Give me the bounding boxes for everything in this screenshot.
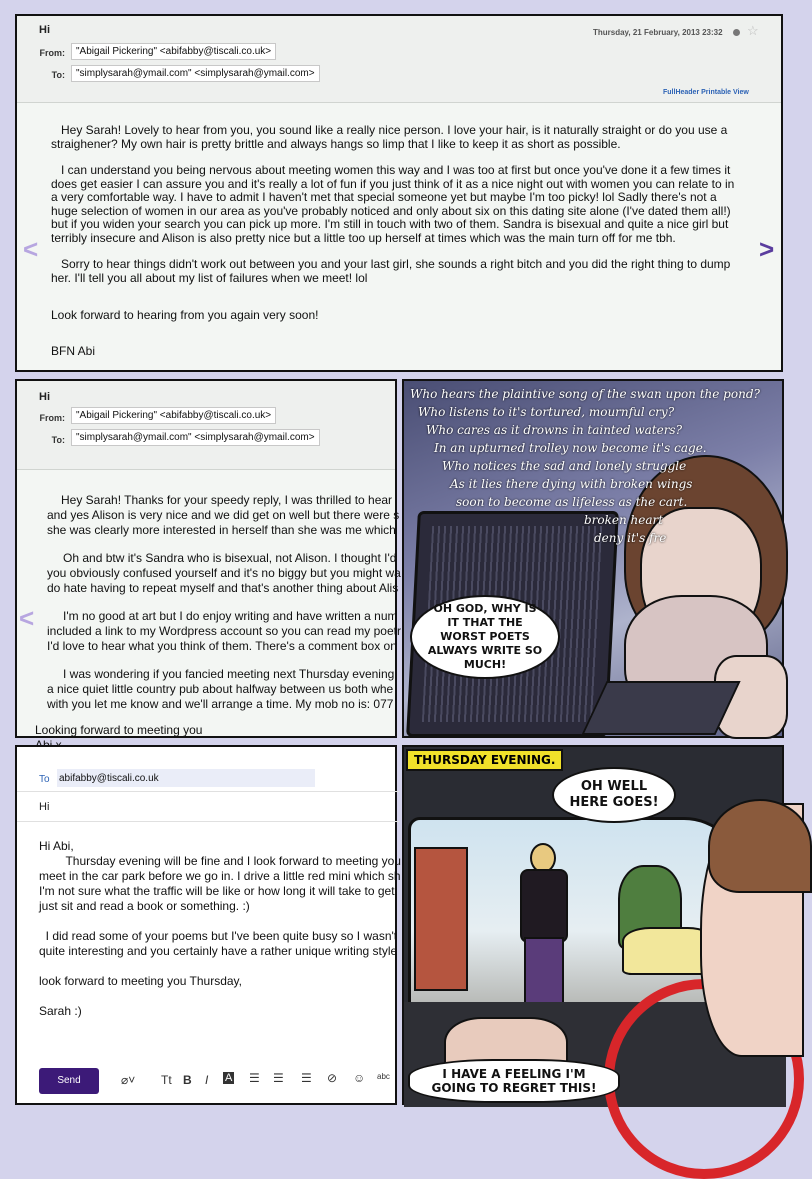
- text-color-icon[interactable]: A: [225, 1072, 233, 1084]
- compose-panel: [15, 745, 401, 1105]
- driver-head: [700, 803, 804, 1057]
- paragraph: I can understand you being nervous about meeting women this way and I was too at first but once you've done it a few times it does get easier I can assure you and it's really a lot of fun if you just think of it as a nice night out with women you can relate to in a very comfortable way. I have to admit I haven't met that special someone yet but maybe I'm too picky! lol Sadly there's not a huge selection of women in our area as you've probably noticed and only about six on this dating site alone (I've dated them all!) but if you widen your search you can pick up more. I'm still in touch with two of them. Sandra is bisexual and quite a nice girl but terribly insecure and Alison is also pretty nice but a little too up herself at times which was the main turn off for me tbh.: [51, 163, 735, 245]
- line: she was clearly more interested in herself than she was me which: [47, 523, 396, 537]
- woman-waving: [512, 843, 572, 1003]
- subject-field[interactable]: Hi: [39, 801, 50, 813]
- line: Hey Sarah! Thanks for your speedy reply, I was thrilled to hear: [61, 493, 393, 507]
- paragraph: Look forward to hearing from you again very soon!: [51, 308, 319, 322]
- speech-bubble: OH GOD, WHY IS IT THAT THE WORST POETS ALWAYS WRITE SO MUCH!: [410, 595, 560, 679]
- line: a nice quiet little country pub about halfway between us both whe: [47, 682, 394, 696]
- poem-line: Who listens to it's tortured, mournful cry?: [418, 405, 675, 419]
- to-label: To:: [51, 435, 65, 445]
- prev-arrow-icon[interactable]: <: [19, 603, 35, 633]
- attach-icon[interactable]: ⌀˅: [121, 1073, 136, 1087]
- line: look forward to meeting you Thursday,: [39, 974, 242, 988]
- poem-line: Who hears the plaintive song of the swan upon the pond?: [410, 387, 760, 401]
- bullet-list-icon[interactable]: ☰: [249, 1071, 260, 1085]
- email-header: [17, 381, 395, 470]
- italic-icon[interactable]: I: [205, 1073, 209, 1087]
- paragraph: Hey Sarah! Lovely to hear from you, you sound like a really nice person. I love your hair, is it naturally straight or do you use a straighener? My own hair is pretty brittle and always hangs so limp that I like to keep it as short as possible.: [51, 123, 728, 151]
- email-date: Thursday, 21 February, 2013 23:32: [593, 28, 723, 37]
- poem-line: Who cares as it drowns in tainted waters?: [426, 423, 683, 437]
- poem-line: Who notices the sad and lonely struggle: [442, 459, 687, 473]
- next-arrow-icon[interactable]: >: [759, 234, 775, 264]
- line: I'm not sure what the traffic will be like or how long it will take to get: [39, 884, 395, 898]
- email-panel-2: [15, 379, 401, 738]
- prev-arrow-icon[interactable]: <: [23, 234, 39, 264]
- email-header: [17, 16, 781, 103]
- line: Sarah :): [39, 1004, 82, 1018]
- pub-building: [414, 847, 468, 991]
- line: I was wondering if you fancied meeting next Thursday evening: [63, 667, 395, 681]
- divider: [17, 791, 399, 792]
- line: and yes Alison is very nice and we did get on well but there were s: [47, 508, 400, 522]
- email-body: [51, 124, 741, 371]
- to-value[interactable]: abifabby@tiscali.co.uk: [59, 773, 159, 784]
- signature: BFN Abi: [51, 343, 96, 358]
- line: quite interesting and you certainly have a rather unique writing style: [39, 944, 398, 958]
- email-subject: Hi: [39, 391, 50, 403]
- to-address[interactable]: "simplysarah@ymail.com" <simplysarah@ymail.com>: [71, 429, 320, 446]
- email-subject: Hi: [39, 24, 50, 36]
- poem-line: As it lies there dying with broken wings: [450, 477, 693, 491]
- poem-line: deny it's fre: [594, 531, 667, 545]
- from-address[interactable]: "Abigail Pickering" <abifabby@tiscali.co.uk>: [71, 407, 276, 424]
- spellcheck-icon[interactable]: abc: [377, 1072, 390, 1081]
- speech-bubble: I HAVE A FEELING I'M GOING TO REGRET THIS!: [408, 1059, 620, 1103]
- line: I'm no good at art but I do enjoy writing and have written a num: [63, 609, 398, 623]
- star-icon[interactable]: ☆: [747, 23, 759, 38]
- indent-icon[interactable]: ☰: [273, 1071, 284, 1085]
- line: I'd love to hear what you think of them. There's a comment box on: [47, 639, 397, 653]
- line: do hate having to repeat myself and that's another thing about Alis: [47, 581, 399, 595]
- from-address[interactable]: "Abigail Pickering" <abifabby@tiscali.co.uk>: [71, 43, 276, 60]
- email-panel-1: [15, 14, 783, 372]
- line: included a link to my Wordpress account so you can read my poetr: [47, 624, 401, 638]
- compose-body[interactable]: [39, 839, 399, 1019]
- line: Looking forward to meeting you: [35, 723, 203, 737]
- line: Thursday evening will be fine and I look forward to meeting you: [39, 854, 401, 868]
- line: with you let me know and we'll arrange a time. My mob no is: 077: [47, 697, 394, 711]
- status-dot-icon: [733, 29, 740, 36]
- from-label: From:: [39, 48, 65, 58]
- email-body: [35, 493, 407, 753]
- to-label: To:: [51, 70, 65, 80]
- line: you obviously confused yourself and it's no biggy but you might wa: [47, 566, 401, 580]
- from-label: From:: [39, 413, 65, 423]
- to-label: To: [39, 774, 50, 785]
- header-links[interactable]: FullHeader Printable View: [663, 89, 749, 96]
- line: I did read some of your poems but I've been quite busy so I wasn't: [39, 929, 398, 943]
- paragraph: Sorry to hear things didn't work out between you and your last girl, she sounds a right bitch and you did the right thing to dump her. I'll tell you all about my list of failures when we meet! lol: [51, 257, 731, 285]
- link-icon[interactable]: ⊘: [327, 1071, 338, 1085]
- poem-line: soon to become as lifeless as the cart.: [456, 495, 688, 509]
- to-address[interactable]: "simplysarah@ymail.com" <simplysarah@ymail.com>: [71, 65, 320, 82]
- font-size-icon[interactable]: Tt: [161, 1073, 172, 1087]
- comic-panel-car: [402, 745, 784, 1105]
- speech-bubble: OH WELL HERE GOES!: [552, 767, 676, 823]
- bold-icon[interactable]: B: [183, 1073, 192, 1087]
- divider: [17, 821, 399, 822]
- poem-line: In an upturned trolley now become it's cage.: [434, 441, 707, 455]
- caption-box: THURSDAY EVENING.: [406, 749, 563, 771]
- align-icon[interactable]: ☰: [301, 1071, 312, 1085]
- line: meet in the car park before we go in. I drive a little red mini which sh: [39, 869, 401, 883]
- poem-line: broken heart: [584, 513, 664, 527]
- line: Hi Abi,: [39, 839, 74, 853]
- line: just sit and read a book or something. :): [39, 899, 250, 913]
- comic-panel-poem: [402, 379, 784, 738]
- emoji-icon[interactable]: ☺: [353, 1071, 366, 1085]
- send-button[interactable]: Send: [39, 1068, 99, 1094]
- line: Oh and btw it's Sandra who is bisexual, not Alison. I thought I'd: [63, 551, 397, 565]
